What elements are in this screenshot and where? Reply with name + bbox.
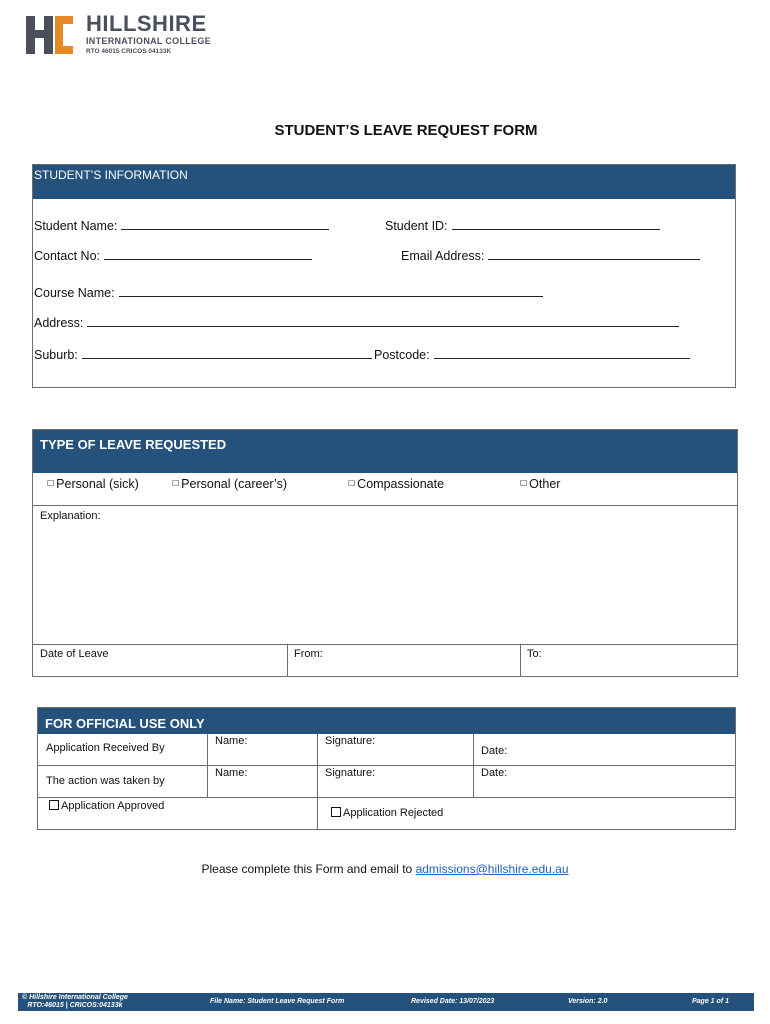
student-name-field[interactable] <box>34 217 329 233</box>
section-header: FOR OFFICIAL USE ONLY <box>38 708 735 734</box>
field-line <box>434 346 690 359</box>
postcode-field[interactable] <box>374 346 690 362</box>
date-of-leave-label: Date of Leave <box>40 648 109 660</box>
divider <box>38 765 735 766</box>
checkbox-label: Application Approved <box>61 800 165 812</box>
field-label: Postcode: <box>374 348 430 362</box>
logo-registration: RTO 46015 CRICOS 04133K <box>86 48 172 55</box>
footer-file-name: File Name: Student Leave Request Form <box>210 998 345 1005</box>
divider <box>317 734 318 829</box>
option-other[interactable] <box>520 477 560 491</box>
checkbox-icon: ☐ <box>520 479 528 488</box>
email-address-field[interactable] <box>401 247 700 263</box>
submission-note <box>0 862 770 876</box>
divider <box>33 505 737 506</box>
received-signature-field[interactable]: Signature: <box>325 735 376 747</box>
divider <box>473 734 474 797</box>
email-link[interactable]: admissions@hillshire.edu.au <box>415 862 569 876</box>
option-label: Personal (career’s) <box>181 477 288 491</box>
explanation-area[interactable] <box>34 525 736 643</box>
logo-mark-icon <box>24 12 76 56</box>
student-id-field[interactable] <box>385 217 660 233</box>
option-label: Compassionate <box>357 477 445 491</box>
suburb-field[interactable] <box>34 346 372 362</box>
field-label: Email Address: <box>401 249 485 263</box>
divider <box>38 797 735 798</box>
field-line <box>87 314 679 327</box>
checkbox-icon: ☐ <box>172 479 180 488</box>
registration-line: RTO:46015 | CRICOS:04133k <box>27 1002 123 1009</box>
checkbox-label: Application Rejected <box>343 807 444 819</box>
received-name-field[interactable]: Name: <box>215 735 248 747</box>
field-label: Contact No: <box>34 249 101 263</box>
note-text: Please complete this Form and email to <box>201 862 416 876</box>
divider <box>520 644 521 676</box>
footer-version: Version: 2.0 <box>568 998 608 1005</box>
field-label: Student ID: <box>385 219 448 233</box>
logo-subtitle: INTERNATIONAL COLLEGE <box>86 36 211 46</box>
option-personal-sick[interactable] <box>47 477 139 491</box>
logo-name: HILLSHIRE <box>86 11 207 36</box>
address-field[interactable] <box>34 314 679 330</box>
received-date-field[interactable]: Date: <box>481 745 508 757</box>
option-label: Personal (sick) <box>56 477 139 491</box>
course-name-field[interactable] <box>34 284 543 300</box>
option-compassionate[interactable] <box>348 477 444 491</box>
checkbox-icon <box>331 807 341 817</box>
footer-revised-date: Revised Date: 13/07/2023 <box>411 998 495 1005</box>
form-title: STUDENT’S LEAVE REQUEST FORM <box>274 122 538 139</box>
copyright-line: © Hillshire International College <box>22 994 128 1001</box>
divider <box>207 734 208 797</box>
action-name-field[interactable]: Name: <box>215 767 248 779</box>
application-approved-checkbox[interactable] <box>49 800 164 812</box>
field-label: Student Name: <box>34 219 118 233</box>
action-date-field[interactable]: Date: <box>481 767 508 779</box>
footer-copyright <box>22 994 128 1010</box>
field-line <box>104 247 312 260</box>
explanation-label: Explanation: <box>40 510 101 522</box>
field-line <box>452 217 660 230</box>
section-header: STUDENT’S INFORMATION <box>33 165 735 199</box>
to-date-field[interactable]: To: <box>527 648 542 660</box>
section-header: TYPE OF LEAVE REQUESTED <box>33 430 737 473</box>
leave-type-section <box>32 429 738 677</box>
checkbox-icon <box>49 800 59 810</box>
footer-page-number: Page 1 of 1 <box>692 998 729 1005</box>
application-received-by-label: Application Received By <box>46 742 165 754</box>
field-line <box>121 217 329 230</box>
student-information-section <box>32 164 736 388</box>
footer-bar <box>18 993 754 1011</box>
field-line <box>488 247 700 260</box>
option-label: Other <box>529 477 561 491</box>
field-label: Suburb: <box>34 348 78 362</box>
contact-no-field[interactable] <box>34 247 312 263</box>
field-label: Address: <box>34 316 84 330</box>
divider <box>287 644 288 676</box>
option-personal-careers[interactable] <box>172 477 287 491</box>
divider <box>33 644 737 645</box>
field-label: Course Name: <box>34 286 115 300</box>
checkbox-icon: ☐ <box>47 479 55 488</box>
action-signature-field[interactable]: Signature: <box>325 767 376 779</box>
field-line <box>82 346 372 359</box>
college-logo <box>24 12 224 56</box>
from-date-field[interactable]: From: <box>294 648 323 660</box>
official-use-section <box>37 707 736 830</box>
checkbox-icon: ☐ <box>348 479 356 488</box>
application-rejected-checkbox[interactable] <box>331 807 443 819</box>
action-taken-by-label: The action was taken by <box>46 775 165 787</box>
field-line <box>119 284 543 297</box>
